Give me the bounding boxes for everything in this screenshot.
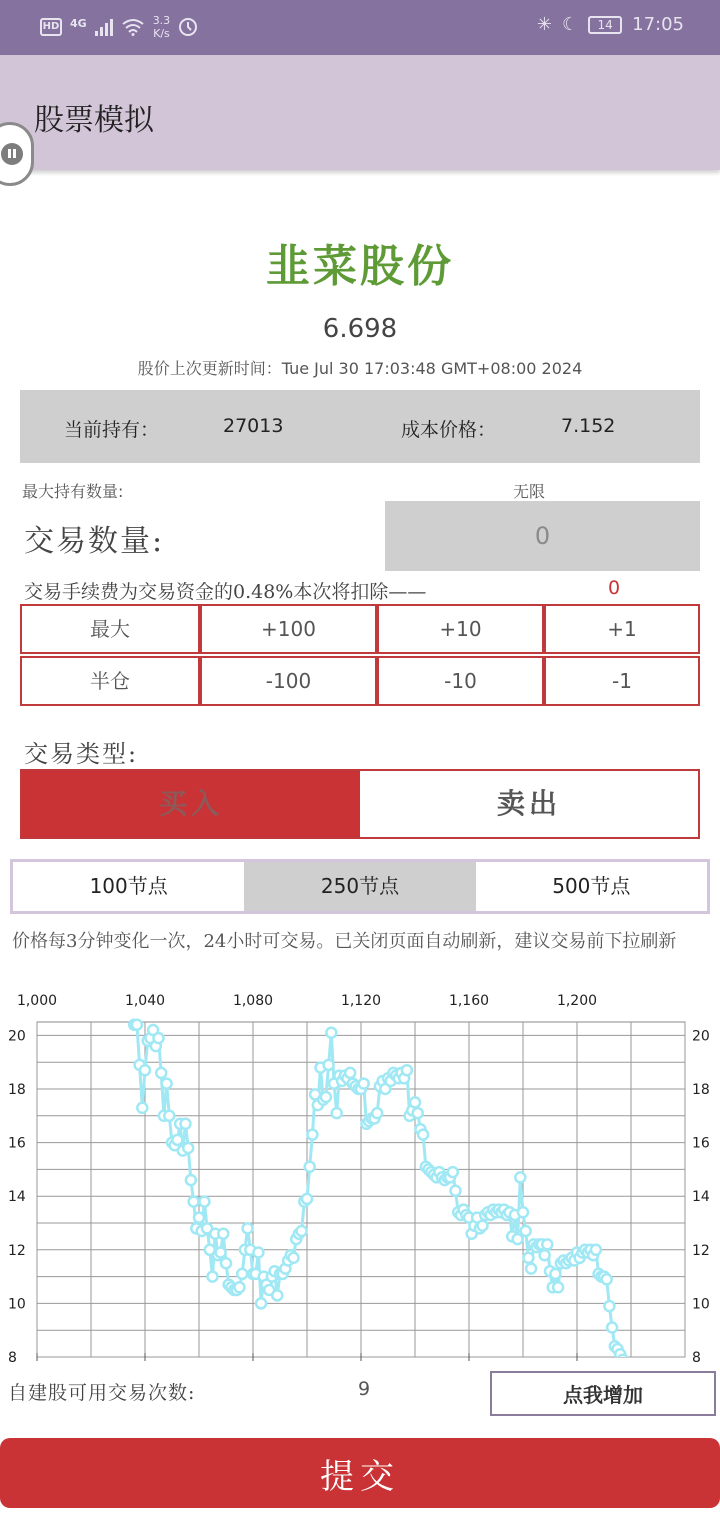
y-tick-label-right: 10 bbox=[692, 1296, 710, 1313]
price-point bbox=[302, 1194, 312, 1204]
price-point bbox=[648, 985, 658, 990]
refresh-tip: 价格每3分钟变化一次，24小时可交易。已关闭页面自动刷新，建议交易前下拉刷新 bbox=[12, 931, 677, 952]
buy-option[interactable]: 买入 bbox=[22, 771, 360, 837]
price-point bbox=[604, 1301, 614, 1311]
price-series bbox=[129, 985, 676, 1365]
price-line bbox=[134, 1025, 623, 1360]
price-point bbox=[621, 985, 631, 990]
node-option-500[interactable]: 500节点 bbox=[552, 874, 631, 898]
y-tick-label-right: 8 bbox=[692, 1350, 701, 1365]
price-point bbox=[413, 1108, 423, 1118]
y-tick-label-right: 14 bbox=[692, 1189, 710, 1206]
y-tick-label-right: 16 bbox=[692, 1135, 710, 1152]
price-point bbox=[626, 985, 636, 990]
price-point bbox=[631, 985, 641, 990]
node-option-250[interactable]: 250节点 bbox=[244, 862, 475, 911]
y-tick-label-left: 12 bbox=[8, 1242, 26, 1259]
status-left bbox=[40, 14, 198, 40]
price-point bbox=[658, 985, 668, 990]
trade-type-toggle bbox=[20, 769, 700, 839]
stock-price: 6.698 bbox=[322, 314, 398, 344]
price-point bbox=[523, 1253, 533, 1263]
y-tick-label-right: 20 bbox=[692, 1028, 710, 1045]
hd-icon: HD bbox=[40, 18, 62, 36]
y-tick-label-left: 10 bbox=[8, 1296, 26, 1313]
price-point bbox=[645, 985, 655, 990]
network-label: 4G bbox=[70, 16, 87, 30]
price-point bbox=[591, 1245, 601, 1255]
price-point bbox=[326, 1028, 336, 1038]
price-point bbox=[172, 1135, 182, 1145]
plus-100-button[interactable]: +100 bbox=[200, 604, 377, 654]
fee-text: 交易手续费为交易资金的0.48%本次将扣除—— bbox=[24, 581, 427, 603]
trades-value: 9 bbox=[358, 1378, 371, 1400]
quantity-label: 交易数量: bbox=[24, 524, 165, 559]
price-point bbox=[181, 1119, 191, 1129]
status-bar bbox=[0, 0, 720, 55]
price-point bbox=[237, 1269, 247, 1279]
y-tick-label-right: 18 bbox=[692, 1082, 710, 1098]
price-point bbox=[272, 1290, 282, 1300]
trades-label: 自建股可用交易次数: bbox=[8, 1382, 196, 1404]
half-position-button[interactable]: 半仓 bbox=[20, 656, 200, 706]
price-point bbox=[451, 1186, 461, 1196]
x-tick-label: 1,000 bbox=[16, 993, 58, 1009]
time: 17:05 bbox=[632, 14, 684, 35]
current-holding-label: 当前持有： bbox=[64, 419, 160, 441]
sell-option[interactable]: 卖出 bbox=[360, 771, 698, 837]
battery-icon: 14 bbox=[588, 16, 622, 34]
price-point bbox=[186, 1175, 196, 1185]
status-right bbox=[537, 14, 684, 35]
price-point bbox=[216, 1248, 226, 1258]
price-point bbox=[661, 985, 671, 990]
price-point bbox=[154, 1033, 164, 1043]
y-tick-label-left: 8 bbox=[8, 1350, 17, 1365]
price-point bbox=[629, 985, 639, 990]
price-point bbox=[221, 1258, 231, 1268]
price-point bbox=[253, 1248, 263, 1258]
cost-price-value: 7.152 bbox=[561, 415, 616, 437]
price-point bbox=[410, 1097, 420, 1107]
minus-1-button[interactable]: -1 bbox=[544, 656, 700, 706]
moon-icon: ☾ bbox=[561, 14, 579, 35]
y-tick-label-left: 20 bbox=[8, 1028, 26, 1045]
price-point bbox=[208, 1272, 218, 1282]
app-title: 股票模拟 bbox=[34, 103, 154, 138]
price-point bbox=[164, 1111, 174, 1121]
price-point bbox=[653, 985, 663, 990]
price-point bbox=[650, 985, 660, 990]
y-tick-label-left: 16 bbox=[8, 1135, 26, 1152]
price-point bbox=[448, 1167, 458, 1177]
price-point bbox=[656, 985, 666, 990]
max-button[interactable]: 最大 bbox=[20, 604, 200, 654]
price-point bbox=[162, 1079, 172, 1089]
fee-value: 0 bbox=[608, 577, 621, 599]
price-point bbox=[513, 1234, 523, 1244]
pause-icon bbox=[1, 143, 23, 165]
x-tick-label: 1,040 bbox=[124, 993, 166, 1009]
signal-icon bbox=[95, 18, 113, 36]
price-point bbox=[307, 1130, 317, 1140]
price-point bbox=[189, 1197, 199, 1207]
minus-10-button[interactable]: -10 bbox=[377, 656, 544, 706]
chart-grid bbox=[37, 1022, 685, 1357]
node-selector bbox=[10, 859, 710, 914]
price-point bbox=[372, 1108, 382, 1118]
y-tick-label-left: 14 bbox=[8, 1189, 26, 1206]
price-point bbox=[418, 1130, 428, 1140]
add-trades-button[interactable]: 点我增加 bbox=[490, 1371, 716, 1416]
holding-panel bbox=[20, 390, 700, 463]
wifi-icon bbox=[121, 18, 145, 36]
data-saver-icon bbox=[178, 17, 198, 37]
price-point bbox=[640, 985, 650, 990]
price-point bbox=[402, 1065, 412, 1075]
price-point bbox=[137, 1103, 147, 1113]
price-chart bbox=[0, 985, 720, 1365]
price-point bbox=[297, 1226, 307, 1236]
cost-price-label: 成本价格： bbox=[401, 419, 497, 441]
price-point bbox=[194, 1213, 204, 1223]
price-point bbox=[199, 1197, 209, 1207]
y-tick-label-left: 18 bbox=[8, 1082, 26, 1098]
trade-type-label: 交易类型: bbox=[24, 740, 139, 768]
x-tick-label: 1,120 bbox=[340, 993, 382, 1009]
price-point bbox=[521, 1226, 531, 1236]
speed-value: 3.3 bbox=[152, 14, 171, 27]
price-point bbox=[321, 1092, 331, 1102]
minus-100-button[interactable]: -100 bbox=[200, 656, 377, 706]
plus-10-button[interactable]: +10 bbox=[377, 604, 544, 654]
price-point bbox=[305, 1162, 315, 1172]
app-bar bbox=[0, 55, 720, 170]
y-tick-label-right: 12 bbox=[692, 1242, 710, 1259]
price-point bbox=[515, 1172, 525, 1182]
price-point bbox=[607, 1323, 617, 1333]
speed-unit: K/s bbox=[153, 27, 170, 40]
price-point bbox=[550, 1269, 560, 1279]
x-tick-label: 1,080 bbox=[232, 993, 274, 1009]
x-tick-label: 1,160 bbox=[448, 993, 490, 1009]
price-point bbox=[256, 1298, 266, 1308]
current-holding-value: 27013 bbox=[223, 415, 284, 437]
bluetooth-icon: ✳ bbox=[536, 14, 552, 35]
submit-button[interactable]: 提交 bbox=[0, 1438, 720, 1508]
price-point bbox=[618, 1355, 628, 1365]
price-point bbox=[526, 1264, 536, 1274]
price-point bbox=[218, 1229, 228, 1239]
max-hold-row bbox=[22, 479, 702, 502]
price-point bbox=[183, 1143, 193, 1153]
max-hold-label: 最大持有数量: bbox=[22, 482, 124, 501]
max-hold-value: 无限 bbox=[513, 482, 546, 501]
quantity-input[interactable] bbox=[385, 501, 700, 571]
price-point bbox=[518, 1207, 528, 1217]
price-point bbox=[540, 1250, 550, 1260]
update-time: Tue Jul 30 17:03:48 GMT+08:00 2024 bbox=[281, 359, 583, 378]
price-point bbox=[478, 1221, 488, 1231]
price-point bbox=[132, 1020, 142, 1030]
price-point bbox=[642, 985, 652, 990]
price-point bbox=[140, 1065, 150, 1075]
price-point bbox=[602, 1274, 612, 1284]
stock-name: 韭菜股份 bbox=[266, 241, 454, 292]
price-point bbox=[243, 1223, 253, 1233]
price-point bbox=[359, 1079, 369, 1089]
node-option-100[interactable]: 100节点 bbox=[89, 874, 168, 898]
price-point bbox=[345, 1068, 355, 1078]
price-point bbox=[553, 1282, 563, 1292]
price-point bbox=[332, 1108, 342, 1118]
price-point bbox=[667, 985, 677, 990]
x-tick-label: 1,200 bbox=[556, 993, 598, 1009]
net-speed bbox=[153, 14, 171, 40]
update-time-line bbox=[0, 356, 720, 379]
price-point bbox=[542, 1239, 552, 1249]
price-point bbox=[637, 985, 647, 990]
price-point bbox=[156, 1068, 166, 1078]
price-point bbox=[289, 1253, 299, 1263]
price-point bbox=[664, 985, 674, 990]
price-point bbox=[634, 985, 644, 990]
price-point bbox=[235, 1282, 245, 1292]
price-point bbox=[623, 985, 633, 990]
plus-1-button[interactable]: +1 bbox=[544, 604, 700, 654]
floating-assistant-button[interactable] bbox=[0, 122, 34, 186]
price-point bbox=[324, 1060, 334, 1070]
update-label: 股价上次更新时间： bbox=[137, 359, 282, 378]
